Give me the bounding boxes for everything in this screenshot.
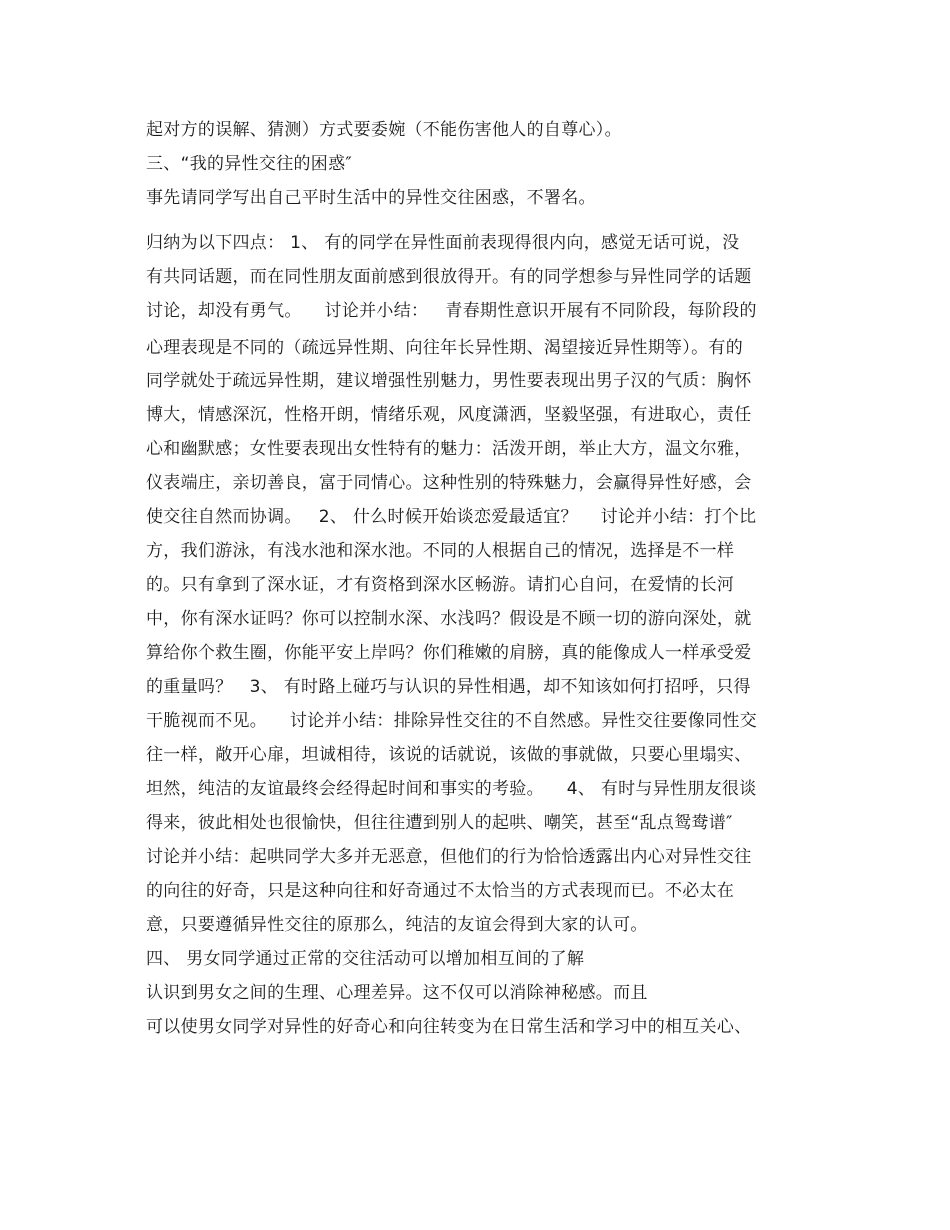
text-line: 的向往的好奇，只是这种向往和好奇通过不太恰当的方式表现而已。不必太在 — [146, 881, 735, 901]
text-line: 认识到男女之间的生理、心理差异。这不仅可以消除神秘感。而且 — [146, 983, 648, 1003]
text-line: 得来，彼此相处也很愉快，但往往遭到别人的起哄、嘲笑，甚至“乱点鸳鸯谱″ — [146, 813, 733, 833]
text-line: 中，你有深水证吗？你可以控制水深、水浅吗？假设是不顾一切的游向深处，就 — [146, 609, 752, 629]
section-heading: 四、 男女同学通过正常的交往活动可以增加相互间的了解 — [146, 949, 585, 969]
section-heading: 三、“我的异性交往的困惑″ — [146, 154, 353, 174]
text-line: 起对方的误解、猜测）方式要委婉（不能伤害他人的自尊心）。 — [146, 120, 622, 140]
text-line: 博大，情感深沉，性格开朗，情绪乐观，风度潇洒，坚毅坚强，有进取心，责任 — [146, 405, 752, 425]
text-line: 讨论，却没有勇气。 讨论并小结： 青春期性意识开展有不同阶段，每阶段的 — [146, 301, 757, 321]
text-line: 同学就处于疏远异性期，建议增强性别魅力，男性要表现出男子汉的气质：胸怀 — [146, 371, 752, 391]
text-line: 归纳为以下四点： 1、 有的同学在异性面前表现得很内向，感觉无话可说，没 — [146, 233, 740, 253]
text-line: 方，我们游泳，有浅水池和深水池。不同的人根据自己的情况，选择是不一样 — [146, 541, 735, 561]
text-line: 的重量吗？ 3、 有时路上碰巧与认识的异性相遇，却不知该如何打招呼，只得 — [146, 677, 751, 697]
text-line: 仪表端庄，亲切善良，富于同情心。这种性别的特殊魅力，会赢得异性好感，会 — [146, 473, 752, 493]
text-line: 意，只要遵循异性交往的原那么，纯洁的友谊会得到大家的认可。 — [146, 915, 648, 935]
text-line: 讨论并小结：起哄同学大多并无恶意，但他们的行为恰恰透露出内心对异性交往 — [146, 847, 752, 867]
text-line: 事先请同学写出自己平时生活中的异性交往困惑，不署名。 — [146, 188, 596, 208]
text-line: 可以使男女同学对异性的好奇心和向往转变为在日常生活和学习中的相互关心、 — [146, 1017, 752, 1037]
text-line: 心和幽默感；女性要表现出女性特有的魅力：活泼开朗，举止大方，温文尔雅， — [146, 439, 752, 459]
text-line: 往一样，敞开心扉，坦诚相待，该说的话就说，该做的事就做，只要心里塌实、 — [146, 745, 752, 765]
text-line: 有共同话题，而在同性朋友面前感到很放得开。有的同学想参与异性同学的话题 — [146, 267, 752, 287]
text-line: 算给你个救生圈，你能平安上岸吗？你们稚嫩的肩膀，真的能像成人一样承受爱 — [146, 643, 752, 663]
text-line: 的。只有拿到了深水证，才有资格到深水区畅游。请扪心自问，在爱情的长河 — [146, 575, 735, 595]
text-line: 使交往自然而协调。 2、 什么时候开始谈恋爱最适宜？ 讨论并小结：打个比 — [146, 507, 757, 527]
text-line: 干脆视而不见。 讨论并小结：排除异性交往的不自然感。异性交往要像同性交 — [146, 711, 758, 731]
text-line: 心理表现是不同的（疏远异性期、向往年长异性期、渴望接近异性期等）。有的 — [146, 338, 743, 358]
text-line: 坦然，纯洁的友谊最终会经得起时间和事实的考验。 4、 有时与异性朋友很谈 — [146, 779, 757, 799]
